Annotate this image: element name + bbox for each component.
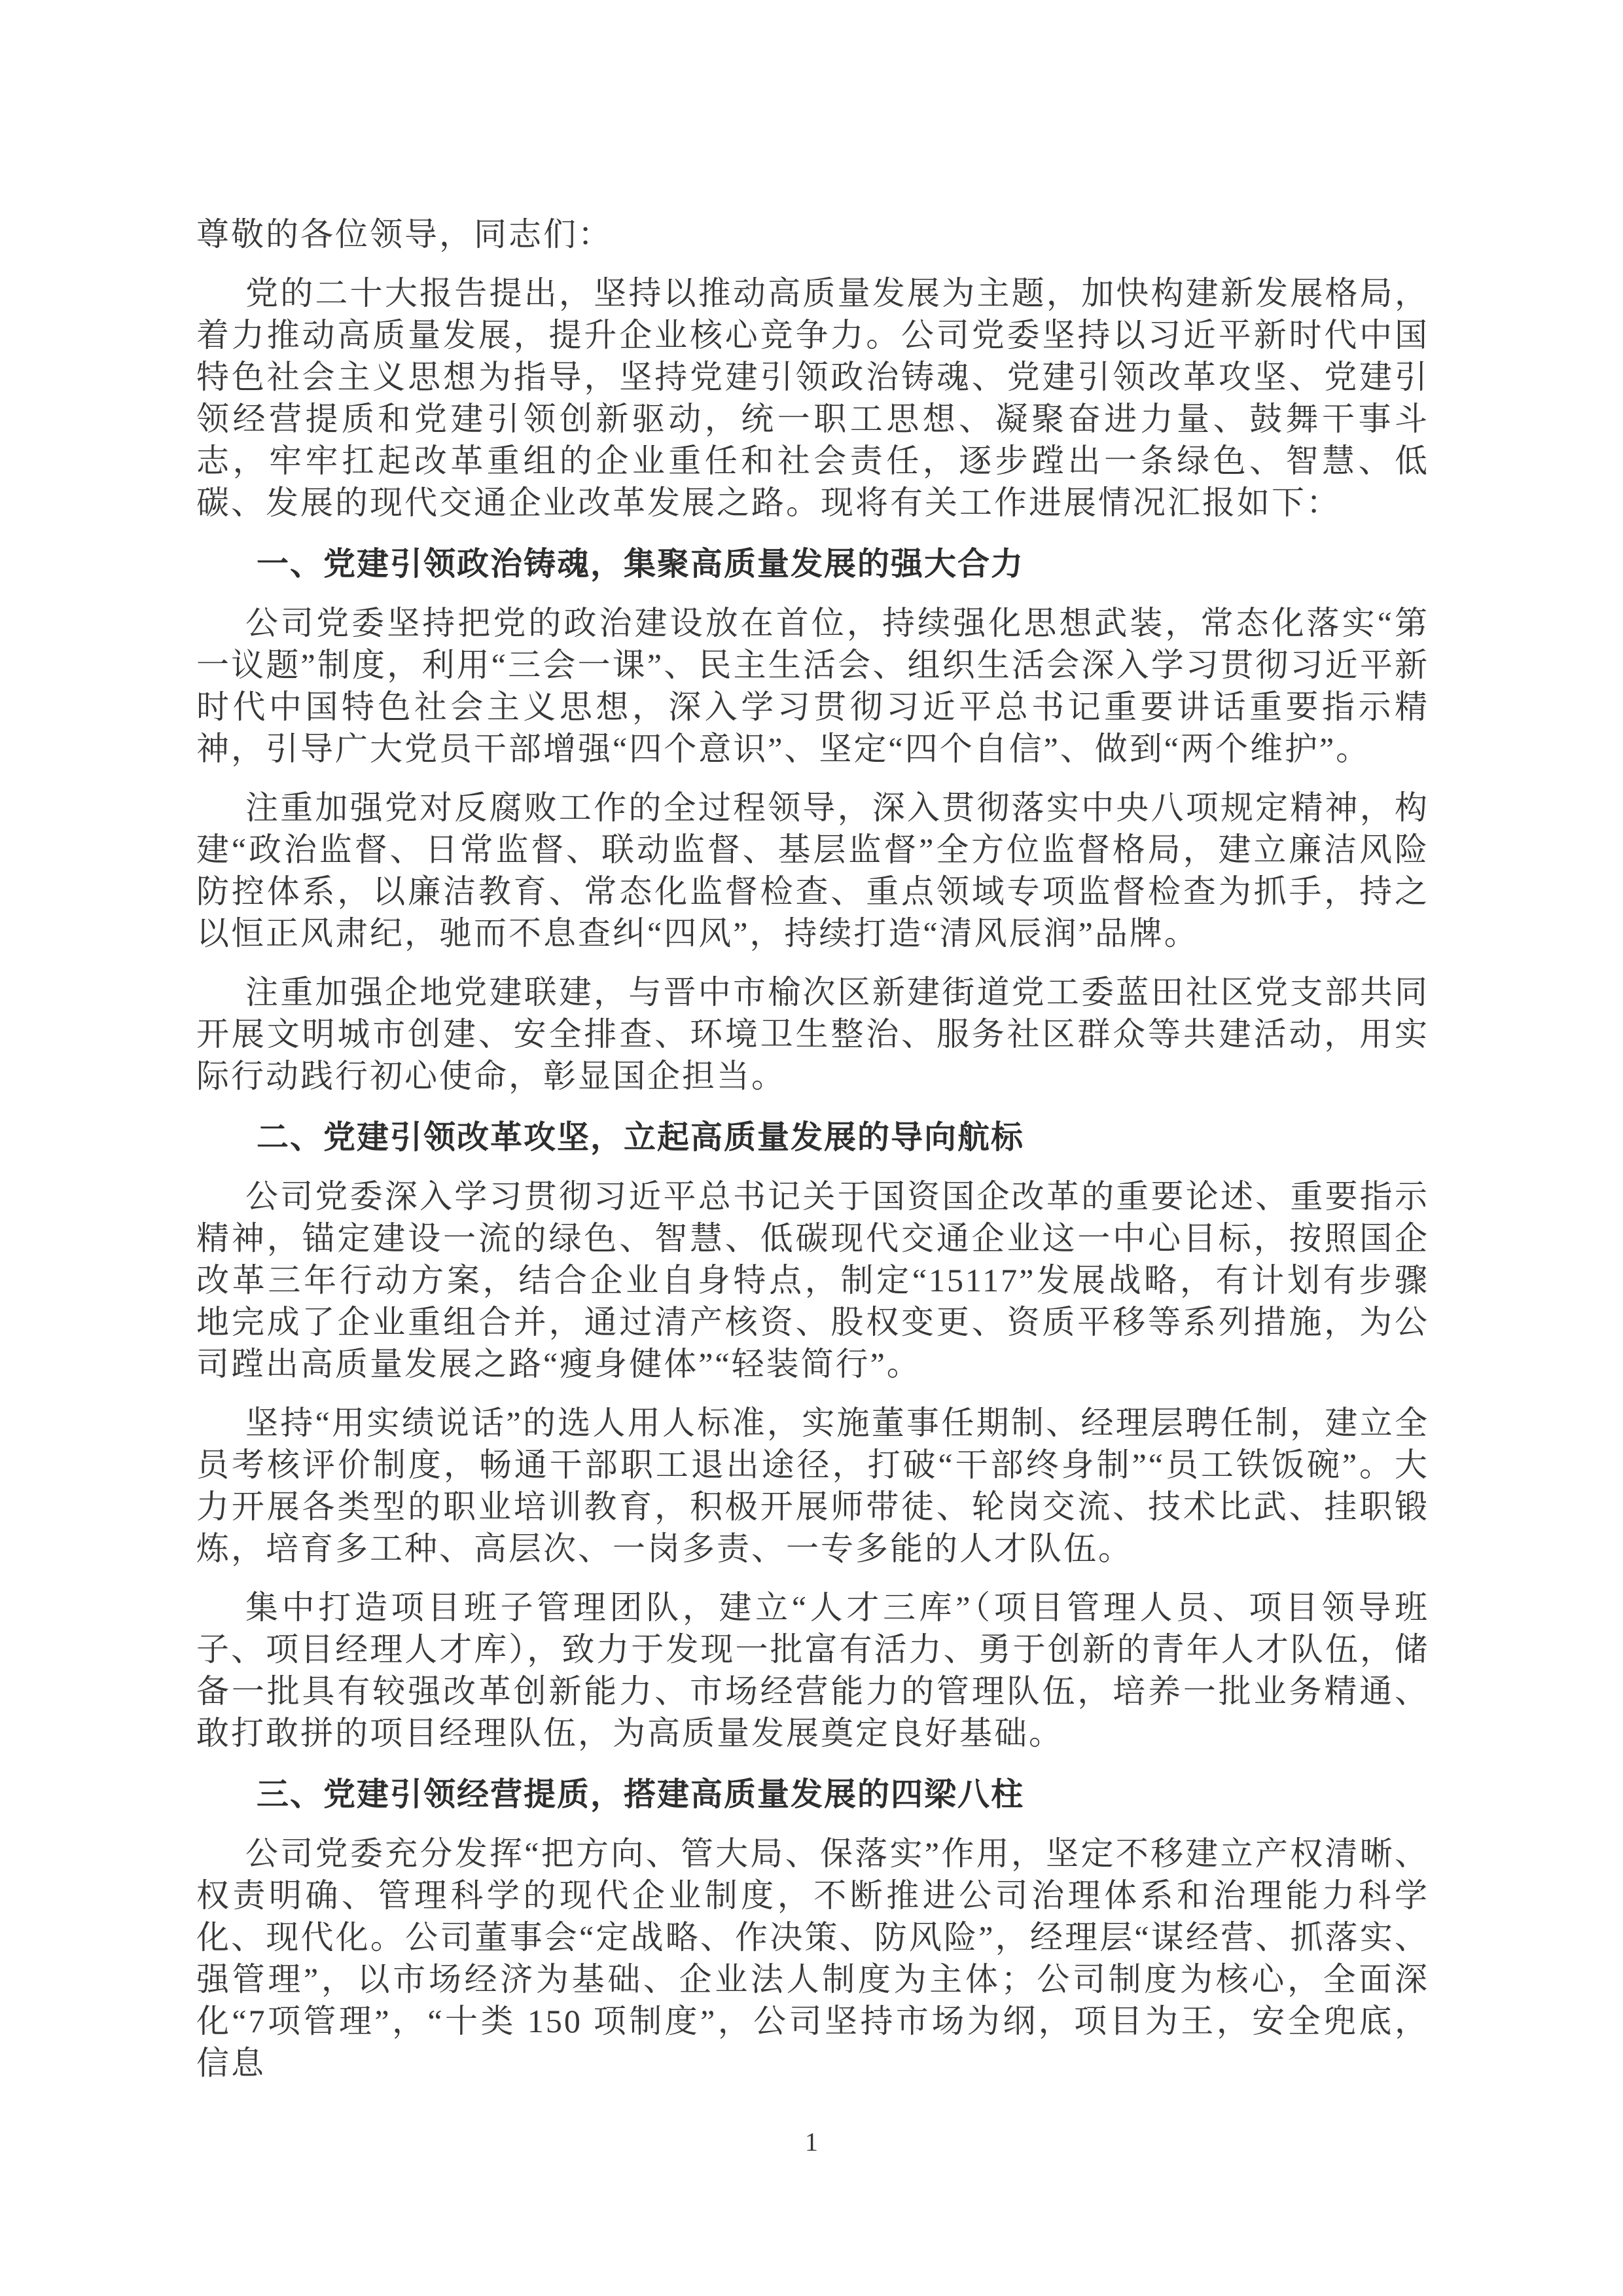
section-1-heading: 一、党建引领政治铸魂，集聚高质量发展的强大合力 <box>257 547 1025 582</box>
section-1-paragraph-2: 注重加强党对反腐败工作的全过程领导，深入贯彻落实中央八项规定精神，构建“政治监督、日常监督、联动监督、基层监督”全方位监督格局，建立廉洁风险防控体系，以廉洁教育、常态化监督检查、重点领域专项监督检查为抓手，持之以恒正风肃纪，驰而不息查纠“四风”，持续打造“清风辰润”品牌。 <box>196 789 1429 952</box>
section-3-heading: 三、党建引领经营提质，搭建高质量发展的四梁八柱 <box>257 1777 1025 1812</box>
section-3-paragraph-1: 公司党委充分发挥“把方向、管大局、保落实”作用，坚定不移建立产权清晰、权责明确、管理科学的现代企业制度，不断推进公司治理体系和治理能力科学化、现代化。公司董事会“定战略、作决策、防风险”，经理层“谋经营、抓落实、强管理”，以市场经济为基础、企业法人制度为主体；公司制度为核心，全面深化“7项管理”，“十类 150 项制度”，公司坚持市场为纲，项目为王，安全兜底，信息 <box>196 1835 1429 2081</box>
salutation-line: 尊敬的各位领导，同志们： <box>196 216 613 253</box>
section-2-paragraph-2: 坚持“用实绩说话”的选人用人标准，实施董事任期制、经理层聘任制，建立全员考核评价制度，畅通干部职工退出途径，打破“干部终身制”“员工铁饭碗”。大力开展各类型的职业培训教育，积极开展师带徒、轮岗交流、技术比武、挂职锻炼，培育多工种、高层次、一岗多责、一专多能的人才队伍。 <box>196 1405 1429 1567</box>
document-body <box>196 213 1429 2084</box>
page-number: 1 <box>805 2127 818 2157</box>
section-2-heading: 二、党建引领改革攻坚，立起高质量发展的导向航标 <box>257 1120 1025 1155</box>
section-1-paragraph-1: 公司党委坚持把党的政治建设放在首位，持续强化思想武装，常态化落实“第一议题”制度，利用“三会一课”、民主生活会、组织生活会深入学习贯彻习近平新时代中国特色社会主义思想，深入学习贯彻习近平总书记重要讲话重要指示精神，引导广大党员干部增强“四个意识”、坚定“四个自信”、做到“两个维护”。 <box>196 605 1429 767</box>
section-2-paragraph-3: 集中打造项目班子管理团队，建立“人才三库”（项目管理人员、项目领导班子、项目经理人才库），致力于发现一批富有活力、勇于创新的青年人才队伍，储备一批具有较强改革创新能力、市场经营能力的管理队伍，培养一批业务精通、敢打敢拼的项目经理队伍，为高质量发展奠定良好基础。 <box>196 1589 1429 1751</box>
intro-paragraph: 党的二十大报告提出，坚持以推动高质量发展为主题，加快构建新发展格局，着力推动高质量发展，提升企业核心竞争力。公司党委坚持以习近平新时代中国特色社会主义思想为指导，坚持党建引领政治铸魂、党建引领改革攻坚、党建引领经营提质和党建引领创新驱动，统一职工思想、凝聚奋进力量、鼓舞干事斗志，牢牢扛起改革重组的企业重任和社会责任，逐步蹚出一条绿色、智慧、低碳、发展的现代交通企业改革发展之路。现将有关工作进展情况汇报如下： <box>196 275 1429 521</box>
section-1-paragraph-3: 注重加强企地党建联建，与晋中市榆次区新建街道党工委蓝田社区党支部共同开展文明城市创建、安全排查、环境卫生整治、服务社区群众等共建活动，用实际行动践行初心使命，彰显国企担当。 <box>196 974 1429 1094</box>
section-2-paragraph-1: 公司党委深入学习贯彻习近平总书记关于国资国企改革的重要论述、重要指示精神，锚定建设一流的绿色、智慧、低碳现代交通企业这一中心目标，按照国企改革三年行动方案，结合企业自身特点，制定“15117”发展战略，有计划有步骤地完成了企业重组合并，通过清产核资、股权变更、资质平移等系列措施，为公司蹚出高质量发展之路“瘦身健体”“轻装简行”。 <box>196 1178 1429 1382</box>
